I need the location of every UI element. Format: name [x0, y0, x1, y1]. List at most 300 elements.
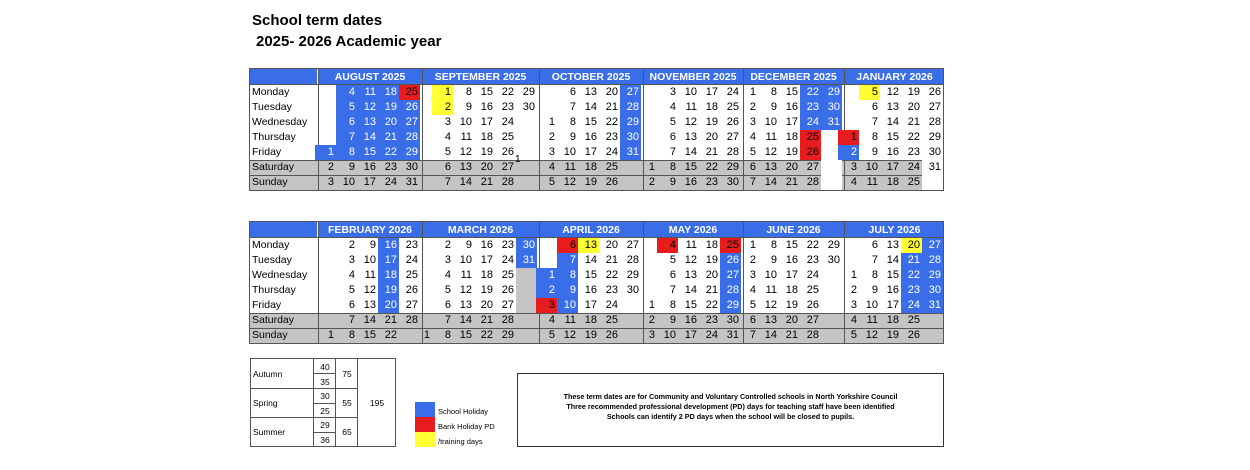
date-cell: 12 — [363, 284, 376, 296]
legend-label-holiday: School Holiday — [438, 407, 489, 416]
date-cell: 25 — [405, 269, 418, 281]
date-cell: 2 — [548, 131, 555, 143]
month-name: JANUARY 2026 — [856, 71, 933, 83]
month-name: JUNE 2026 — [766, 224, 821, 236]
date-cell: 24 — [384, 176, 397, 188]
date-cell: 23 — [907, 146, 920, 158]
date-cell: 27 — [501, 161, 514, 173]
date-cell: 21 — [705, 146, 718, 158]
date-cell: 7 — [871, 116, 878, 128]
term-name-autumn: Autumn — [253, 369, 283, 379]
date-cell: 29 — [928, 131, 941, 143]
date-cell: 7 — [669, 284, 676, 296]
date-cell: 16 — [785, 254, 798, 266]
date-cell — [922, 175, 943, 190]
day-label: Sunday — [252, 329, 288, 341]
date-cell: 22 — [806, 239, 819, 251]
date-cell: 17 — [480, 116, 493, 128]
date-cell: 13 — [578, 238, 599, 253]
page-subtitle: 2025- 2026 Academic year — [256, 33, 442, 50]
date-cell: 15 — [584, 116, 597, 128]
date-cell: 24 — [605, 146, 618, 158]
date-cell: 28 — [626, 254, 639, 266]
date-cell: 11 — [357, 85, 378, 100]
date-cell: 20 — [605, 239, 618, 251]
date-cell: 18 — [705, 101, 718, 113]
date-cell: 24 — [800, 115, 821, 130]
date-cell: 6 — [669, 131, 676, 143]
header-corner — [250, 222, 318, 238]
date-cell: 22 — [705, 161, 718, 173]
date-cell: 14 — [459, 176, 472, 188]
date-cell: 1 — [327, 329, 334, 341]
note-line: Schools can identify 2 PD days when the school will be closed to pupils. — [606, 412, 855, 421]
date-cell: 20 — [785, 161, 798, 173]
date-cell: 14 — [764, 329, 777, 341]
date-cell: 13 — [886, 101, 899, 113]
date-cell: 25 — [800, 130, 821, 145]
month-name: MARCH 2026 — [447, 224, 514, 236]
date-cell: 23 — [501, 101, 514, 113]
date-cell: 9 — [770, 101, 777, 113]
date-cell: 17 — [480, 254, 493, 266]
date-cell: 19 — [480, 146, 493, 158]
date-cell: 6 — [348, 299, 355, 311]
date-cell: 1 — [850, 269, 857, 281]
day-label: Tuesday — [252, 101, 292, 113]
date-cell: 2 — [432, 100, 453, 115]
date-cell: 5 — [669, 254, 676, 266]
date-cell: 13 — [363, 299, 376, 311]
date-cell: 16 — [785, 101, 798, 113]
date-cell: 28 — [501, 314, 514, 326]
date-cell: 23 — [605, 131, 618, 143]
date-cell: 11 — [685, 239, 697, 251]
date-cell: 23 — [800, 100, 821, 115]
date-cell: 4 — [657, 238, 678, 253]
date-cell: 4 — [548, 161, 555, 173]
date-cell: 16 — [584, 284, 597, 296]
month-name: SEPTEMBER 2025 — [434, 71, 527, 83]
date-cell: 3 — [548, 146, 555, 158]
date-cell: 7 — [569, 101, 576, 113]
term-name-spring: Spring — [253, 398, 278, 408]
date-cell: 20 — [705, 269, 718, 281]
date-cell: 14 — [684, 284, 697, 296]
date-cell: 18 — [378, 85, 399, 100]
day-label: Sunday — [252, 176, 288, 188]
date-cell: 22 — [800, 85, 821, 100]
date-cell: 12 — [684, 116, 697, 128]
year-total-days: 195 — [369, 398, 385, 408]
term-half-days: 36 — [320, 435, 330, 445]
date-cell: 10 — [557, 298, 578, 313]
date-cell: 24 — [605, 299, 618, 311]
date-cell: 12 — [865, 329, 878, 341]
date-cell: 5 — [548, 329, 555, 341]
date-cell: 30 — [726, 314, 739, 326]
date-cell: 22 — [901, 268, 922, 283]
date-cell: 7 — [871, 254, 878, 266]
date-cell: 12 — [764, 146, 777, 158]
date-cell: 20 — [480, 161, 493, 173]
date-cell: 17 — [378, 253, 399, 268]
day-label: Thursday — [252, 131, 296, 143]
date-cell: 28 — [399, 130, 420, 145]
date-cell: 17 — [785, 116, 798, 128]
date-cell: 19 — [378, 100, 399, 115]
date-cell: 17 — [363, 176, 376, 188]
date-cell: 28 — [922, 253, 943, 268]
date-cell: 29 — [827, 239, 840, 251]
date-cell: 3 — [648, 329, 655, 341]
date-cell: 1 — [315, 145, 336, 160]
calendar-spring-summer — [249, 221, 944, 344]
month-name: APRIL 2026 — [562, 224, 620, 236]
day-label: Wednesday — [252, 116, 308, 128]
date-cell: 20 — [785, 314, 798, 326]
month-name: AUGUST 2025 — [334, 71, 406, 83]
date-cell: 9 — [871, 284, 878, 296]
date-cell: 19 — [705, 254, 718, 266]
date-cell: 9 — [669, 314, 676, 326]
date-cell: 10 — [764, 116, 777, 128]
notes-box — [517, 373, 944, 447]
date-cell: 12 — [764, 299, 777, 311]
legend-label-training: /training days — [438, 437, 483, 446]
date-cell: 13 — [357, 115, 378, 130]
date-cell: 4 — [548, 314, 555, 326]
date-cell: 27 — [501, 299, 514, 311]
date-cell: 21 — [480, 314, 493, 326]
date-cell: 23 — [384, 161, 397, 173]
date-cell: 11 — [460, 269, 472, 281]
date-cell: 10 — [459, 254, 472, 266]
date-cell: 24 — [405, 254, 418, 266]
date-cell: 2 — [749, 101, 756, 113]
date-cell: 21 — [901, 253, 922, 268]
date-cell: 21 — [907, 116, 920, 128]
date-cell: 28 — [501, 176, 514, 188]
date-cell: 24 — [806, 269, 819, 281]
date-cell: 12 — [886, 86, 899, 98]
month-name: FEBRUARY 2026 — [327, 224, 413, 236]
date-cell: 4 — [850, 176, 857, 188]
date-cell: 26 — [907, 329, 920, 341]
date-cell: 7 — [749, 329, 756, 341]
date-cell: 15 — [684, 299, 697, 311]
date-cell: 7 — [749, 176, 756, 188]
column-divider — [318, 222, 319, 343]
date-cell: 3 — [749, 269, 756, 281]
date-cell: 11 — [765, 131, 777, 143]
date-cell: 8 — [871, 269, 878, 281]
date-cell: 23 — [901, 283, 922, 298]
date-cell: 30 — [405, 161, 418, 173]
date-cell: 19 — [785, 146, 798, 158]
date-cell: 24 — [726, 86, 739, 98]
date-cell: 18 — [378, 268, 399, 283]
date-cell: 9 — [348, 161, 355, 173]
date-cell: 4 — [749, 284, 756, 296]
date-cell: 2 — [850, 284, 857, 296]
day-label: Friday — [252, 299, 282, 311]
date-cell: 9 — [465, 239, 472, 251]
date-cell: 29 — [726, 161, 739, 173]
date-cell: 26 — [928, 86, 941, 98]
date-cell: 10 — [684, 86, 697, 98]
date-cell: 13 — [684, 131, 697, 143]
date-cell: 8 — [669, 161, 676, 173]
date-cell: 22 — [501, 86, 514, 98]
date-cell: 16 — [378, 238, 399, 253]
date-cell: 18 — [886, 176, 899, 188]
date-cell: 10 — [342, 176, 355, 188]
date-cell: 29 — [922, 268, 943, 283]
date-cell: 9 — [569, 131, 576, 143]
term-name-summer: Summer — [253, 427, 286, 437]
date-cell: 8 — [871, 131, 878, 143]
date-cell: 17 — [684, 329, 697, 341]
date-cell: 5 — [548, 176, 555, 188]
date-cell: 3 — [669, 86, 676, 98]
day-label: Monday — [252, 239, 290, 251]
date-cell: 16 — [684, 314, 697, 326]
date-cell: 23 — [705, 176, 718, 188]
date-cell: 26 — [501, 146, 514, 158]
date-cell: 25 — [907, 314, 920, 326]
date-cell: 27 — [399, 115, 420, 130]
date-cell: 16 — [886, 284, 899, 296]
term-total-autumn: 75 — [342, 369, 352, 379]
date-cell: 15 — [684, 161, 697, 173]
date-cell: 22 — [384, 329, 397, 341]
date-cell: 8 — [465, 86, 472, 98]
date-cell: 8 — [336, 145, 357, 160]
date-cell: 6 — [569, 86, 576, 98]
date-cell: 21 — [705, 284, 718, 296]
date-cell: 30 — [922, 283, 943, 298]
date-cell: 2 — [327, 161, 334, 173]
date-cell: 21 — [785, 329, 798, 341]
date-cell: 15 — [459, 329, 472, 341]
term-days-table — [250, 358, 396, 447]
date-cell: 1 — [838, 130, 859, 145]
date-cell: 27 — [928, 101, 941, 113]
term-half-days: 30 — [320, 391, 330, 401]
date-cell: 10 — [663, 329, 676, 341]
date-cell: 14 — [886, 116, 899, 128]
date-cell: 14 — [764, 176, 777, 188]
date-cell: 30 — [821, 100, 842, 115]
date-cell: 13 — [459, 161, 472, 173]
date-cell: 1 — [749, 239, 756, 251]
date-cell: 27 — [620, 85, 641, 100]
date-cell: 27 — [922, 238, 943, 253]
term-half-days: 40 — [320, 362, 330, 372]
date-cell: 3 — [327, 176, 334, 188]
date-cell: 8 — [770, 239, 777, 251]
date-cell: 20 — [901, 238, 922, 253]
date-cell: 26 — [806, 299, 819, 311]
date-cell: 18 — [584, 161, 597, 173]
date-cell: 24 — [907, 161, 920, 173]
date-cell: 8 — [569, 116, 576, 128]
date-cell: 1 — [749, 86, 756, 98]
date-cell: 14 — [684, 146, 697, 158]
date-cell: 27 — [720, 268, 741, 283]
date-cell: 11 — [364, 269, 376, 281]
date-cell: 5 — [444, 146, 451, 158]
date-cell: 25 — [806, 284, 819, 296]
date-cell: 31 — [922, 160, 943, 175]
date-cell: 29 — [522, 86, 535, 98]
date-cell: 21 — [384, 314, 397, 326]
month-name: OCTOBER 2025 — [551, 71, 631, 83]
date-cell: 20 — [378, 115, 399, 130]
date-cell: 25 — [907, 176, 920, 188]
date-cell: 18 — [480, 131, 493, 143]
date-cell: 9 — [465, 101, 472, 113]
date-cell: 14 — [584, 101, 597, 113]
date-cell: 3 — [536, 298, 557, 313]
date-cell: 25 — [605, 314, 618, 326]
date-cell: 4 — [749, 131, 756, 143]
date-cell: 13 — [764, 314, 777, 326]
term-half-days: 29 — [320, 420, 330, 430]
term-total-summer: 65 — [342, 427, 352, 437]
month-name: JULY 2026 — [868, 224, 921, 236]
date-cell: 21 — [605, 101, 618, 113]
date-cell: 22 — [605, 116, 618, 128]
date-cell: 7 — [444, 176, 451, 188]
date-cell: 16 — [363, 161, 376, 173]
date-cell: 23 — [806, 254, 819, 266]
date-cell: 14 — [357, 130, 378, 145]
date-cell: 12 — [459, 284, 472, 296]
date-cell: 20 — [907, 101, 920, 113]
date-cell: 19 — [705, 116, 718, 128]
date-cell: 18 — [584, 314, 597, 326]
date-cell: 10 — [865, 161, 878, 173]
date-cell: 3 — [749, 116, 756, 128]
date-cell: 23 — [405, 239, 418, 251]
date-cell: 27 — [626, 239, 639, 251]
date-cell: 9 — [557, 283, 578, 298]
legend-label-bank-holiday: Bank Holiday PD — [438, 422, 495, 431]
date-cell: 7 — [444, 314, 451, 326]
date-cell: 23 — [501, 239, 514, 251]
date-cell: 28 — [726, 146, 739, 158]
date-cell: 4 — [444, 269, 451, 281]
date-cell: 21 — [378, 130, 399, 145]
date-cell: 5 — [348, 284, 355, 296]
date-cell: 6 — [871, 239, 878, 251]
day-label: Tuesday — [252, 254, 292, 266]
date-cell: 25 — [605, 161, 618, 173]
date-cell: 10 — [363, 254, 376, 266]
date-cell: 30 — [726, 176, 739, 188]
date-cell: 8 — [557, 268, 578, 283]
date-cell: 5 — [749, 299, 756, 311]
date-cell: 2 — [838, 145, 859, 160]
date-cell: 31 — [922, 298, 943, 313]
date-cell: 28 — [720, 283, 741, 298]
month-name: MAY 2026 — [668, 224, 718, 236]
date-cell: 7 — [557, 253, 578, 268]
date-cell: 17 — [785, 269, 798, 281]
date-cell: 30 — [626, 284, 639, 296]
date-cell: 4 — [444, 131, 451, 143]
date-cell: 3 — [444, 116, 451, 128]
date-cell: 7 — [336, 130, 357, 145]
empty-shaded-cell — [516, 268, 537, 283]
date-cell: 19 — [907, 86, 920, 98]
date-cell: 28 — [806, 176, 819, 188]
date-cell: 26 — [605, 329, 618, 341]
date-cell: 18 — [480, 269, 493, 281]
date-cell: 9 — [871, 146, 878, 158]
empty-shaded-cell — [516, 298, 537, 313]
date-cell: 2 — [444, 239, 451, 251]
date-cell: 15 — [886, 269, 899, 281]
date-cell: 16 — [480, 239, 493, 251]
date-cell: 23 — [705, 314, 718, 326]
date-cell: 8 — [444, 329, 451, 341]
date-cell: 15 — [480, 86, 493, 98]
date-cell: 29 — [501, 329, 514, 341]
date-cell: 14 — [584, 254, 597, 266]
day-label: Wednesday — [252, 269, 308, 281]
date-cell: 31 — [821, 115, 842, 130]
date-cell: 18 — [705, 239, 718, 251]
date-cell: 31 — [405, 176, 418, 188]
date-cell: 10 — [459, 116, 472, 128]
date-cell: 26 — [605, 176, 618, 188]
date-cell: 29 — [626, 269, 639, 281]
date-cell: 26 — [399, 100, 420, 115]
month-name: NOVEMBER 2025 — [649, 71, 737, 83]
date-cell: 27 — [806, 314, 819, 326]
date-cell: 11 — [866, 314, 878, 326]
date-cell: 29 — [821, 85, 842, 100]
date-cell: 22 — [480, 329, 493, 341]
date-cell: 10 — [764, 269, 777, 281]
date-cell: 6 — [557, 238, 578, 253]
date-cell: 17 — [584, 146, 597, 158]
date-cell: 14 — [363, 314, 376, 326]
date-cell: 30 — [516, 238, 537, 253]
date-cell: 4 — [336, 85, 357, 100]
date-cell: 10 — [563, 146, 576, 158]
date-cell: 5 — [336, 100, 357, 115]
date-cell: 19 — [378, 283, 399, 298]
note-line: Three recommended professional development (PD) days for teaching staff have been identified — [566, 402, 895, 411]
calendar-autumn-winter — [249, 68, 944, 191]
date-cell: 28 — [405, 314, 418, 326]
date-cell: 19 — [785, 299, 798, 311]
date-cell: 21 — [605, 254, 618, 266]
date-cell: 29 — [720, 298, 741, 313]
date-cell: 28 — [928, 116, 941, 128]
date-cell: 18 — [785, 284, 798, 296]
date-cell: 25 — [501, 131, 514, 143]
date-cell: 31 — [516, 253, 537, 268]
date-cell: 30 — [827, 254, 840, 266]
column-divider — [422, 69, 423, 190]
date-cell: 30 — [620, 130, 641, 145]
date-cell: 7 — [669, 146, 676, 158]
